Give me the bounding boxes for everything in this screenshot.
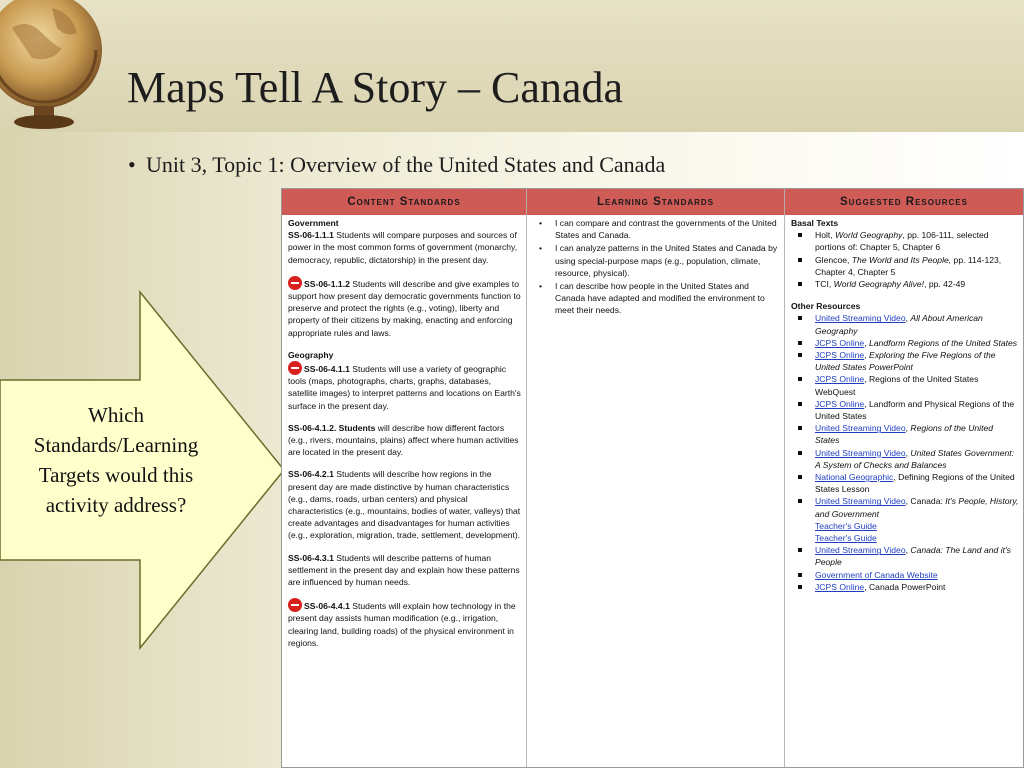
list-item: United Streaming Video, Canada: It's People, History, and Government Teacher's Guide Teacher's Guide bbox=[815, 496, 1019, 544]
standard-1-1-1: SS-06-1.1.1 Students will compare purposes and sources of power in the most common forms of government (monarchy, democracy, republic, dictatorship) in the present day. bbox=[288, 230, 518, 265]
table-header bbox=[282, 189, 1023, 215]
stop-sign-icon bbox=[288, 361, 302, 375]
suggested-resources-cell bbox=[785, 215, 1023, 768]
standard-4-3-1: SS-06-4.3.1 Students will describe patterns of human settlement in the present day and explain how these patterns are influenced by human needs. bbox=[288, 552, 520, 588]
list-item: Holt, World Geography, pp. 106-111, selected portions of: Chapter 5, Chapter 6 bbox=[815, 229, 1019, 253]
table-body bbox=[282, 215, 1023, 768]
bullet-item bbox=[128, 152, 665, 178]
list-item: JCPS Online, Landform and Physical Regions of the United States bbox=[815, 398, 1019, 422]
list-item: United Streaming Video, All About American Geography bbox=[815, 312, 1019, 336]
list-item: United Streaming Video, United States Government: A System of Checks and Balances bbox=[815, 447, 1019, 471]
list-item: JCPS Online, Regions of the United States WebQuest bbox=[815, 373, 1019, 397]
list-item: TCI, World Geography Alive!, pp. 42-49 bbox=[815, 278, 1019, 290]
list-item: National Geographic, Defining Regions of the United States Lesson bbox=[815, 471, 1019, 495]
geography-heading: Geography bbox=[288, 349, 334, 360]
learning-standards-cell bbox=[527, 215, 785, 768]
resource-link[interactable]: United Streaming Video bbox=[815, 447, 906, 458]
government-heading: Government bbox=[288, 218, 339, 228]
list-item: United Streaming Video, Canada: The Land and it's People bbox=[815, 544, 1019, 568]
standard-1-1-2: SS-06-1.1.2 Students will describe and give examples to support how present day democratic governments function to preserve and protect the rights (e.g., voting), liberty and property of their citizens by making, enacting and enforcing appropriate rules and laws. bbox=[288, 276, 522, 339]
resource-link[interactable]: Government of Canada Website bbox=[815, 569, 938, 580]
resource-link[interactable]: JCPS Online bbox=[815, 581, 865, 592]
teachers-guide-link[interactable]: Teacher's Guide bbox=[815, 533, 877, 544]
resource-link[interactable]: JCPS Online bbox=[815, 398, 865, 409]
resource-link[interactable]: JCPS Online bbox=[815, 374, 865, 385]
basal-texts-list bbox=[791, 229, 1019, 290]
learning-targets-list bbox=[533, 217, 780, 317]
standard-4-1-2: SS-06-4.1.2. Students will describe how different factors (e.g., rivers, mountains, plains) affect where human activities are located in the present day. bbox=[288, 422, 519, 458]
resource-link[interactable]: United Streaming Video bbox=[815, 313, 906, 324]
list-item: • I can analyze patterns in the United States and Canada by using special-purpose maps (e.g., population, climate, resource, physical). bbox=[555, 242, 780, 279]
resource-link[interactable]: JCPS Online bbox=[815, 337, 865, 348]
resource-link[interactable]: JCPS Online bbox=[815, 350, 865, 361]
list-item: JCPS Online, Exploring the Five Regions of the United States PowerPoint bbox=[815, 349, 1019, 373]
header-learning-standards: Learning Standards bbox=[527, 189, 785, 215]
resource-link[interactable]: United Streaming Video bbox=[815, 545, 906, 556]
stop-sign-icon bbox=[288, 598, 302, 612]
resource-link[interactable]: National Geographic bbox=[815, 472, 894, 483]
standard-4-4-1: SS-06-4.4.1 Students will explain how technology in the present day assists human modification (e.g., irrigation, clearing land, building roads) of the physical environment in regions. bbox=[288, 598, 522, 649]
resource-link[interactable]: United Streaming Video bbox=[815, 496, 906, 507]
teachers-guide-link[interactable]: Teacher's Guide bbox=[815, 520, 877, 531]
standards-table bbox=[281, 188, 1024, 768]
header-content-standards: Content Standards bbox=[282, 189, 527, 215]
header-suggested-resources: Suggested Resources bbox=[840, 195, 968, 208]
list-item: Glencoe, The World and Its People, pp. 114-123, Chapter 4, Chapter 5 bbox=[815, 254, 1019, 278]
other-resources-heading: Other Resources bbox=[791, 301, 861, 312]
standard-4-1-1: SS-06-4.1.1 Students will use a variety of geographic tools (maps, photographs, charts, graphs, databases, satellite images) to interpret patterns and locations on Earth's surface in the present day. bbox=[288, 361, 522, 412]
bullet-icon: • bbox=[128, 152, 136, 177]
list-item: • I can compare and contrast the governments of the United States and Canada. bbox=[555, 217, 780, 241]
globe-icon bbox=[0, 0, 112, 138]
list-item: JCPS Online, Landform Regions of the United States bbox=[815, 337, 1018, 348]
arrow-callout-text: Which Standards/Learning Targets would this activity address? bbox=[33, 403, 199, 517]
content-standards-cell bbox=[282, 215, 527, 768]
other-resources-list bbox=[791, 312, 1019, 593]
slide-title: Maps Tell A Story – Canada bbox=[127, 63, 623, 112]
resource-link[interactable]: United Streaming Video bbox=[815, 423, 906, 434]
stop-sign-icon bbox=[288, 276, 302, 290]
list-item bbox=[815, 569, 1019, 581]
standard-4-2-1: SS-06-4.2.1 Students will describe how regions in the present day are made distinctive by human characteristics (e.g., dams, roads, urban centers) and physical characteristics (e.g., mountains, bodies of water, valleys) that create advantages and disadvantages for human activities (e.g., exploration, migration, trade, settlement, development). bbox=[288, 469, 521, 541]
list-item: • I can describe how people in the United States and Canada have adapted and modified the environment to meet their needs. bbox=[555, 280, 780, 317]
basal-texts-heading: Basal Texts bbox=[791, 218, 839, 228]
list-item: United Streaming Video, Regions of the United States bbox=[815, 422, 1019, 446]
bullet-text: Unit 3, Topic 1: Overview of the United States and Canada bbox=[146, 152, 666, 177]
list-item: JCPS Online, Canada PowerPoint bbox=[815, 581, 1019, 593]
